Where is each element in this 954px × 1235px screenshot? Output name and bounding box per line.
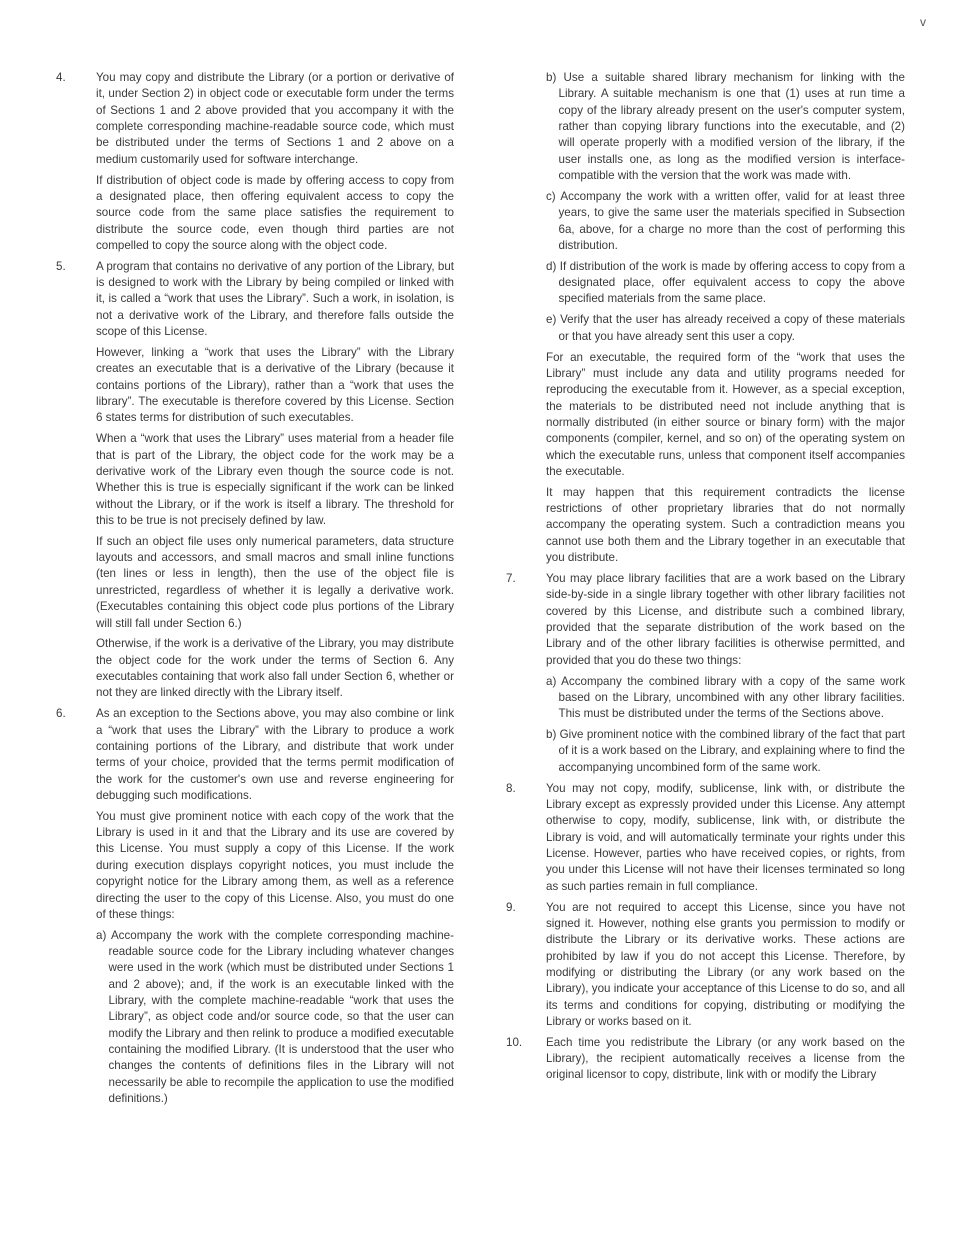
paragraph: When a “work that uses the Library” uses material from a header file that is part of the Library, the object code for the work may be a derivative work of the Library even though the source code is not. Whether this is true is especially significant if the work can be linked without the Library, or if the work is itself a library. The threshold for this to be true is not precisely defined by law.: [96, 432, 454, 527]
section-number: 8.: [506, 781, 516, 795]
paragraph: You must give prominent notice with each copy of the work that the Library is used in it and that the Library and its use are covered by this License. You must supply a copy of this License. If the work during execution displays copyright notices, you must include the copyright notice for the Library among them, as well as a reference directing the user to the copy of this License. Also, you must do one of these things:: [96, 809, 454, 921]
section-body: [546, 571, 905, 781]
section-4: [56, 70, 454, 259]
paragraph: A program that contains no derivative of any portion of the Library, but is designed to work with the Library by being compiled or linked with it, is called a “work that uses the Library”. Such a work, in isolation, is not a derivative work of the Library, and therefore falls outside the scope of this License.: [96, 259, 454, 339]
paragraph: For an executable, the required form of the “work that uses the Library” must include any data and utility programs needed for reproducing the executable from it. However, as a special exception, the materials to be distributed need not include anything that is normally distributed (in either source or binary form) with the major components (compiler, kernel, and so on) of the operating system on which the executable runs, unless that component itself accompanies the executable.: [546, 350, 905, 478]
section-body: [546, 781, 905, 900]
section-number: 4.: [56, 71, 66, 84]
section-7: [506, 571, 905, 781]
section-number: 10.: [506, 1035, 523, 1049]
paragraph: Otherwise, if the work is a derivative of the Library, you may distribute the object code for the work under the terms of Section 6. Any executables containing that work also fall under Section 6, whether or not they are linked directly with the Library itself.: [96, 637, 454, 700]
page-number: v: [920, 15, 926, 29]
section-10: [506, 1035, 905, 1089]
subitem-c: c) Accompany the work with a written offer, valid for at least three years, to give the same user the materials specified in Subsection 6a, above, for a charge no more than the cost of performing this distribution.: [546, 189, 905, 252]
paragraph: You may place library facilities that are a work based on the Library side-by-side in a single library together with other library facilities not covered by this License, and distribute such a combined library, provided that the separate distribution of the work based on the Library and of the other library facilities is otherwise permitted, and provided that you do these two things:: [546, 571, 905, 667]
subitem-a: a) Accompany the combined library with a copy of the same work based on the Library, uncombined with any other library facilities. This must be distributed under the terms of the Sections above.: [546, 674, 905, 721]
section-number: 7.: [506, 571, 516, 585]
subitem-b: b) Give prominent notice with the combined library of the fact that part of it is a work based on the Library, and explaining where to find the accompanying uncombined form of the same work.: [546, 728, 905, 774]
paragraph: As an exception to the Sections above, you may also combine or link a “work that uses the Library” with the Library to produce a work containing portions of the Library, and distribute that work under terms of your choice, provided that the terms permit modification of the work for the customer's own use and reverse engineering for debugging such modifications.: [96, 707, 454, 802]
left-column: [56, 70, 454, 1112]
section-body: [96, 259, 454, 706]
section-8: [506, 781, 905, 900]
section-body: [546, 900, 905, 1035]
paragraph: You may not copy, modify, sublicense, link with, or distribute the Library except as expressly provided under this License. Any attempt otherwise to copy, modify, sublicense, link with, or distribute the Library is void, and will automatically terminate your rights under this License. However, parties who have received copies, or rights, from you under this License will not have their licenses terminated so long as such parties remain in full compliance.: [546, 781, 905, 893]
paragraph: It may happen that this requirement contradicts the license restrictions of other proprietary libraries that do not normally accompany the operating system. Such a contradiction means you cannot use both them and the Library together in an executable that you distribute.: [546, 485, 905, 565]
section-body: [546, 1035, 905, 1089]
subitem-a: a) Accompany the work with the complete corresponding machine-readable source code for the Library including whatever changes were used in the work (which must be distributed under Sections 1 and 2 above); and, if the work is an executable linked with the Library, with the complete machine-readable “work that uses the Library”, as object code and/or source code, so that the user can modify the Library and then relink to produce a modified executable containing the modified Library. (It is understood that the user who changes the contents of definitions files in the Library will not necessarily be able to recompile the application to use the modified definitions.): [96, 928, 454, 1106]
section-5: [56, 259, 454, 706]
section-body: [96, 70, 454, 259]
subitem-d: d) If distribution of the work is made by offering access to copy from a designated place, offer equivalent access to copy the above specified materials from the same place.: [546, 259, 905, 306]
section-number: 9.: [506, 900, 516, 914]
subitem-b: b) Use a suitable shared library mechanism for linking with the Library. A suitable mechanism is one that (1) uses at run time a copy of the library already present on the user's computer system, rather than copying library functions into the executable, and (2) will operate properly with a modified version of the library, if the user installs one, as long as the modified version is interface-compatible with the version that the work was made with.: [546, 71, 905, 183]
section-body: [96, 706, 454, 1112]
paragraph: You are not required to accept this License, since you have not signed it. However, nothing else grants you permission to modify or distribute the Library or its derivative works. These actions are prohibited by law if you do not accept this License. Therefore, by modifying or distributing the Library (or any work based on the Library), you indicate your acceptance of this License to do so, and all its terms and conditions for copying, distributing or modifying the Library or works based on it.: [546, 900, 905, 1028]
paragraph: You may copy and distribute the Library (or a portion or derivative of it, under Section 2) in object code or executable form under the terms of Sections 1 and 2 above provided that you accompany it with the complete corresponding machine-readable source code, which must be distributed under the terms of Sections 1 and 2 above on a medium customarily used for software interchange.: [96, 71, 454, 166]
right-column: [506, 70, 905, 1088]
section-6: [56, 706, 454, 1112]
section-number: 6.: [56, 707, 66, 721]
section-9: [506, 900, 905, 1035]
paragraph: Each time you redistribute the Library (or any work based on the Library), the recipient automatically receives a license from the original licensor to copy, distribute, link with or modify the Library: [546, 1035, 905, 1082]
paragraph: If such an object file uses only numerical parameters, data structure layouts and accessors, and small macros and small inline functions (ten lines or less in length), then the use of the object file is unrestricted, regardless of whether it is legally a derivative work. (Executables containing this object code plus portions of the Library will still fall under Section 6.): [96, 534, 454, 630]
paragraph: If distribution of object code is made by offering access to copy from a designated place, then offering equivalent access to copy the source code from the same place satisfies the requirement to distribute the source code, even though third parties are not compelled to copy the source along with the object code.: [96, 173, 454, 252]
section-number: 5.: [56, 259, 66, 273]
paragraph: However, linking a “work that uses the Library” with the Library creates an executable that is a derivative of the Library (because it contains portions of the Library), rather than a “work that uses the library”. The executable is therefore covered by this License. Section 6 states terms for distribution of such executables.: [96, 346, 454, 425]
subitem-e: e) Verify that the user has already received a copy of these materials or that you have already sent this user a copy.: [546, 313, 905, 343]
